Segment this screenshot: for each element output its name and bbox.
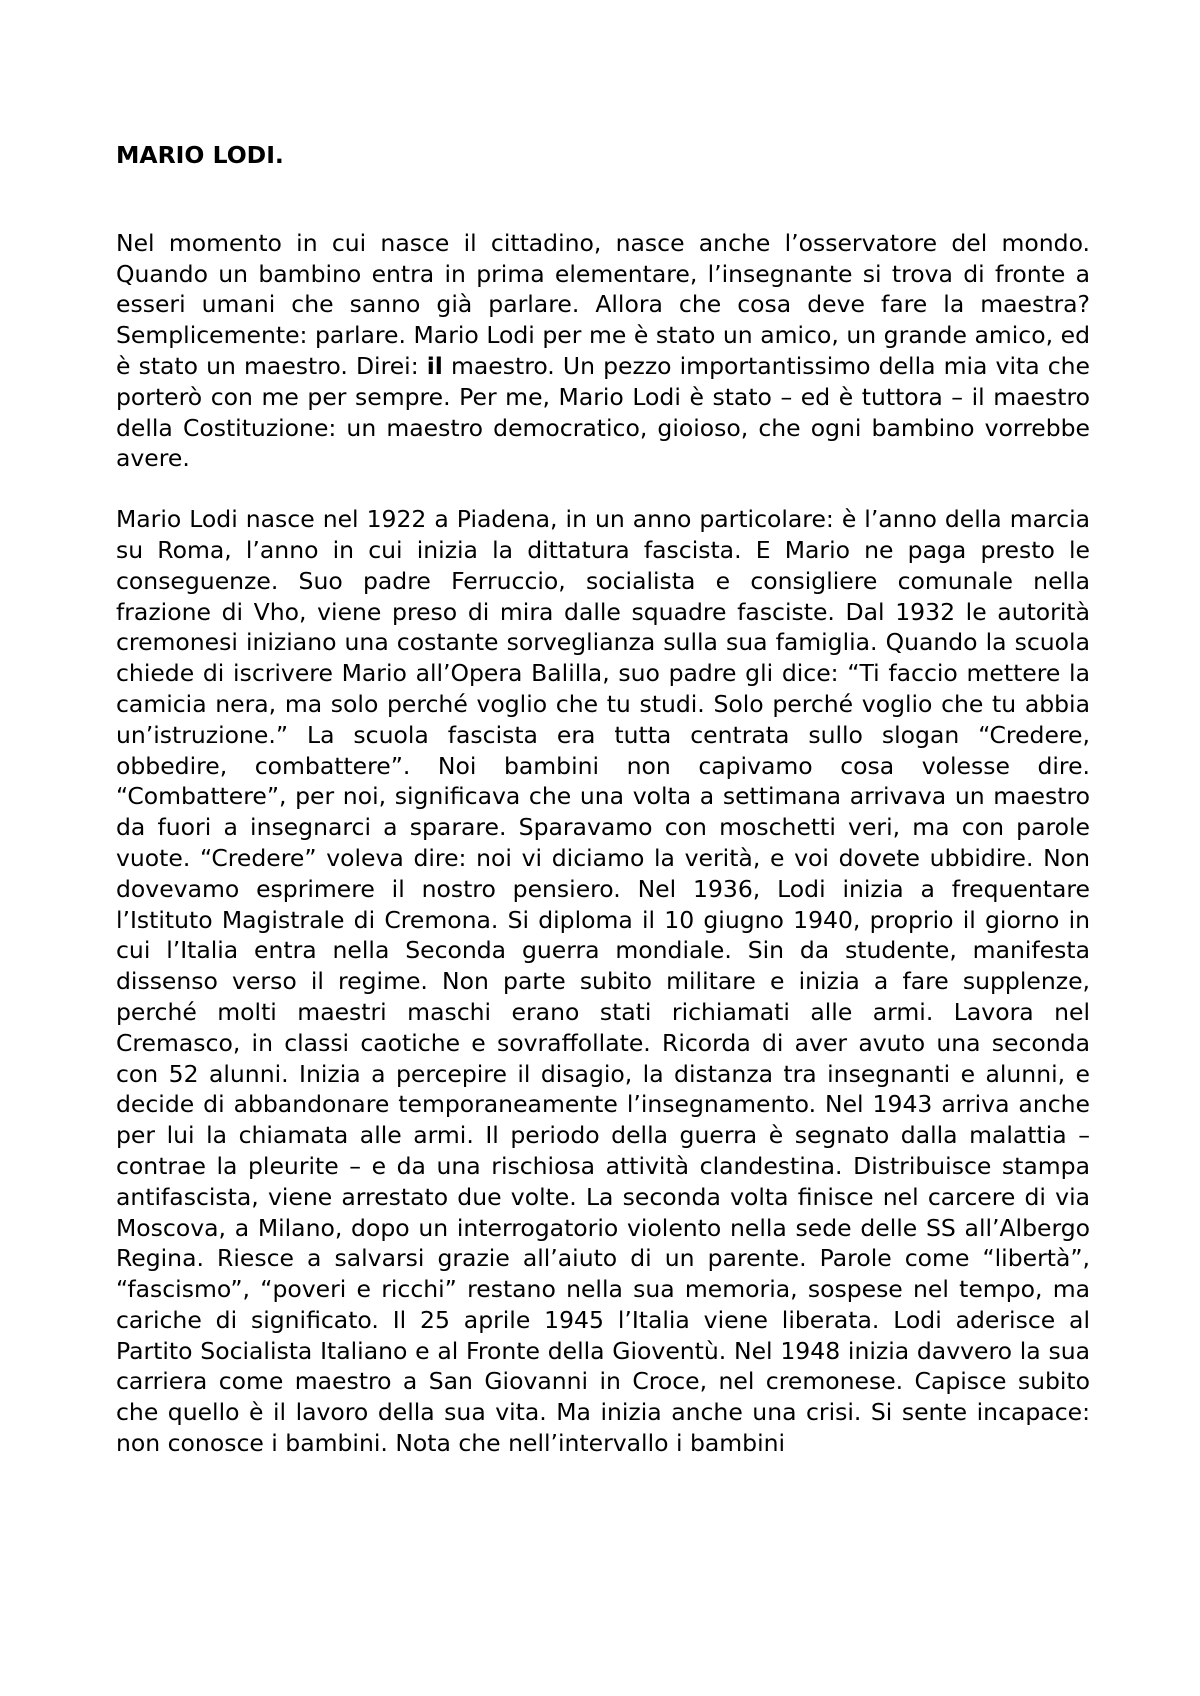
document-body [116,140,1090,1459]
paragraph-intro [116,228,1090,474]
document-title: MARIO LODI. [116,141,284,169]
paragraph-intro-bold-word: il [426,351,443,380]
paragraph-biography: Mario Lodi nasce nel 1922 a Piadena, in un anno particolare: è l’anno della marcia su Roma, l’anno in cui inizia la dittatura fascista. E Mario ne paga presto le conseguenze. Suo padre Ferruccio, socialista e consigliere comunale nella frazione di Vho, viene preso di mira dalle squadre fasciste. Dal 1932 le autorità cremonesi iniziano una costante sorveglianza sulla sua famiglia. Quando la scuola chiede di iscrivere Mario all’Opera Balilla, suo padre gli dice: “Ti faccio mettere la camicia nera, ma solo perché voglio che tu studi. Solo perché voglio che tu abbia un’istruzione.” La scuola fascista era tutta centrata sullo slogan “Credere, obbedire, combattere”. Noi bambini non capivamo cosa volesse dire. “Combattere”, per noi, significava che una volta a settimana arrivava un maestro da fuori a insegnarci a sparare. Sparavamo con moschetti veri, ma con parole vuote. “Credere” voleva dire: noi vi diciamo la verità, e voi dovete ubbidire. Non dovevamo esprimere il nostro pensiero. Nel 1936, Lodi inizia a frequentare l’Istituto Magistrale di Cremona. Si diploma il 10 giugno 1940, proprio il giorno in cui l’Italia entra nella Seconda guerra mondiale. Sin da studente, manifesta dissenso verso il regime. Non parte subito militare e inizia a fare supplenze, perché molti maestri maschi erano stati richiamati alle armi. Lavora nel Cremasco, in classi caotiche e sovraffollate. Ricorda di aver avuto una seconda con 52 alunni. Inizia a percepire il disagio, la distanza tra insegnanti e alunni, e decide di abbandonare temporaneamente l’insegnamento. Nel 1943 arriva anche per lui la chiamata alle armi. Il periodo della guerra è segnato dalla malattia – contrae la pleurite – e da una rischiosa attività clandestina. Distribuisce stampa antifascista, viene arrestato due volte. La seconda volta finisce nel carcere di via Moscova, a Milano, dopo un interrogatorio violento nella sede delle SS all’Albergo Regina. Riesce a salvarsi grazie all’aiuto di un parente. Parole come “libertà”, “fascismo”, “poveri e ricchi” restano nella sua memoria, sospese nel tempo, ma cariche di significato. Il 25 aprile 1945 l’Italia viene liberata. Lodi aderisce al Partito Socialista Italiano e al Fronte della Gioventù. Nel 1948 inizia davvero la sua carriera come maestro a San Giovanni in Croce, nel cremonese. Capisce subito che quello è il lavoro della sua vita. Ma inizia anche una crisi. Si sente incapace: non conosce i bambini. Nota che nell’intervallo i bambini [116,505,1090,1458]
paragraph-intro-text-2: maestro. Un pezzo importantissimo della mia vita che porterò con me per sempre. Per me, Mario Lodi è stato – ed è tuttora – il maestro della Costituzione: un maestro democratico, gioioso, che ogni bambino vorrebbe avere. [116,351,1090,473]
paragraph-intro-text-1: Nel momento in cui nasce il cittadino, nasce anche l’osservatore del mondo. Quando un bambino entra in prima elementare, l’insegnante si trova di fronte a esseri umani che sanno già parlare. Allora che cosa deve fare la maestra? Semplicemente: parlare. Mario Lodi per me è stato un amico, un grande amico, ed è stato un maestro. Direi: [116,228,1090,380]
